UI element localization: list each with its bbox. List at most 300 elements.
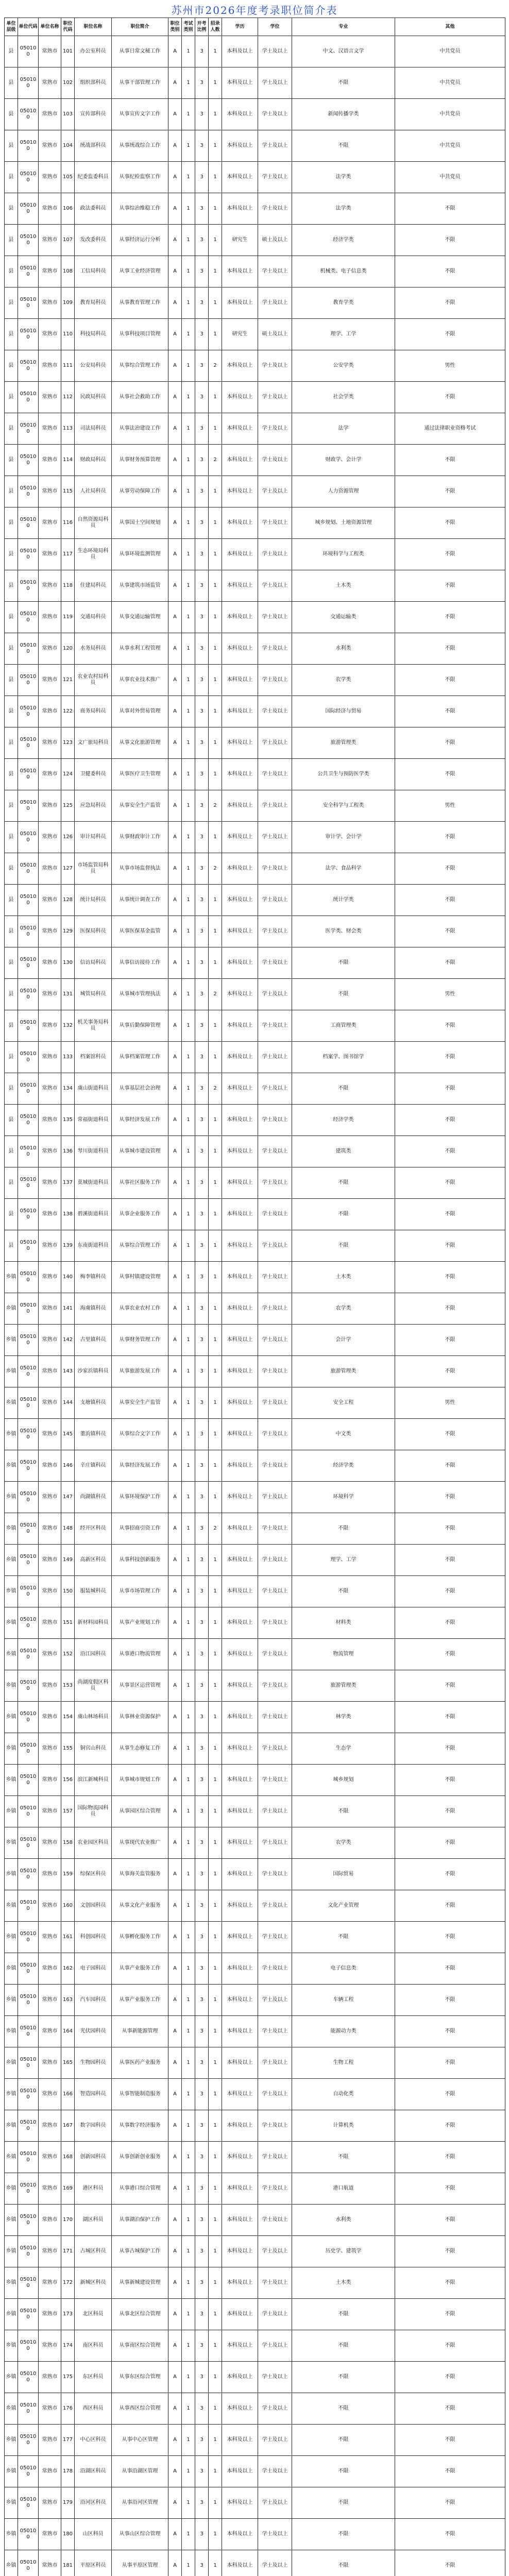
table-row — [5, 916, 505, 947]
table-cell: 碧溪街道科员 — [75, 1199, 112, 1230]
table-cell: 常熟市 — [39, 1985, 61, 2016]
header-cell: 开考比例 — [195, 18, 209, 36]
table-cell: 050100 — [18, 759, 39, 790]
table-cell: A — [168, 287, 182, 319]
table-cell: 1 — [182, 2425, 195, 2456]
table-cell: 不限 — [395, 1230, 505, 1262]
table-cell: 社会学类 — [292, 382, 395, 413]
table-cell: 1 — [182, 507, 195, 539]
table-cell: A — [168, 1042, 182, 1073]
table-cell: 050100 — [18, 1073, 39, 1105]
table-cell: 1 — [209, 1105, 222, 1136]
table-cell: 050100 — [18, 2142, 39, 2173]
table-cell: A — [168, 2142, 182, 2173]
table-cell: 3 — [195, 287, 209, 319]
table-cell: 常熟市 — [39, 2550, 61, 2576]
table-cell: 170 — [61, 2205, 75, 2236]
table-cell: 常熟市 — [39, 162, 61, 193]
table-cell: 从事北区综合管理 — [112, 2299, 168, 2330]
table-cell: 1 — [209, 2550, 222, 2576]
table-cell: 本科及以上 — [222, 696, 258, 727]
table-cell: 常熟市 — [39, 1859, 61, 1890]
table-cell: 学士及以上 — [258, 570, 292, 602]
table-cell: 学士及以上 — [258, 1105, 292, 1136]
table-row — [5, 665, 505, 696]
table-cell: 从事山区综合管理 — [112, 2519, 168, 2550]
table-cell: 不限 — [395, 2487, 505, 2519]
table-row — [5, 2205, 505, 2236]
table-cell: 沿江园科员 — [75, 1639, 112, 1670]
table-cell: 常熟市 — [39, 885, 61, 916]
table-row — [5, 36, 505, 67]
table-cell: 172 — [61, 2267, 75, 2299]
table-cell: 从事环境监测管理 — [112, 539, 168, 570]
table-cell: 104 — [61, 130, 75, 162]
table-cell: 乡镇 — [5, 2519, 18, 2550]
table-cell: 1 — [182, 2330, 195, 2362]
table-cell: 乡镇 — [5, 2299, 18, 2330]
table-cell: 3 — [195, 1136, 209, 1167]
table-cell: A — [168, 1702, 182, 1733]
table-cell: 3 — [195, 727, 209, 759]
table-cell: A — [168, 570, 182, 602]
table-cell: 市场监管局科员 — [75, 853, 112, 885]
table-cell: 不限 — [395, 2236, 505, 2267]
table-row — [5, 822, 505, 853]
table-cell: 不限 — [395, 665, 505, 696]
table-cell: 050100 — [18, 2110, 39, 2142]
table-cell: A — [168, 2173, 182, 2205]
table-cell: 111 — [61, 350, 75, 382]
table-cell: 1 — [182, 2487, 195, 2519]
table-cell: 3 — [195, 413, 209, 445]
table-cell: 本科及以上 — [222, 2299, 258, 2330]
table-cell: 050100 — [18, 1387, 39, 1419]
table-cell: 不限 — [292, 1073, 395, 1105]
table-cell: 机关事务局科员 — [75, 1010, 112, 1042]
table-cell: A — [168, 2330, 182, 2362]
table-cell: 1 — [209, 36, 222, 67]
table-cell: 050100 — [18, 1765, 39, 1796]
table-cell: 县 — [5, 822, 18, 853]
table-cell: 宣传部科员 — [75, 99, 112, 130]
table-cell: 交通运输类 — [292, 602, 395, 633]
table-cell: 生态环境局科员 — [75, 539, 112, 570]
table-cell: 050100 — [18, 507, 39, 539]
table-cell: 3 — [195, 1953, 209, 1985]
table-cell: 1 — [209, 256, 222, 287]
table-cell: 常熟市 — [39, 1576, 61, 1607]
table-cell: 本科及以上 — [222, 2456, 258, 2487]
table-cell: 从事后勤保障管理 — [112, 1010, 168, 1042]
table-cell: 1 — [209, 1922, 222, 1953]
table-cell: 1 — [182, 1073, 195, 1105]
table-cell: 港区科员 — [75, 2173, 112, 2205]
table-cell: 县 — [5, 665, 18, 696]
table-cell: A — [168, 1262, 182, 1293]
table-cell: A — [168, 1796, 182, 1827]
table-cell: 3 — [195, 99, 209, 130]
table-cell: 154 — [61, 1702, 75, 1733]
table-cell: 1 — [182, 1545, 195, 1576]
table-cell: 学士及以上 — [258, 67, 292, 99]
table-cell: 学士及以上 — [258, 256, 292, 287]
table-cell: 050100 — [18, 947, 39, 979]
table-cell: 学士及以上 — [258, 885, 292, 916]
table-cell: 学士及以上 — [258, 1010, 292, 1042]
table-cell: 2 — [209, 790, 222, 822]
table-cell: 146 — [61, 1450, 75, 1482]
table-cell: 乡镇 — [5, 2142, 18, 2173]
table-cell: 从事劳动保障工作 — [112, 476, 168, 507]
table-cell: 050100 — [18, 633, 39, 665]
table-cell: 文化产业管理 — [292, 1890, 395, 1922]
table-cell: 不限 — [395, 2142, 505, 2173]
table-cell: 1 — [182, 1136, 195, 1167]
table-cell: 卫健委科员 — [75, 759, 112, 790]
table-cell: 本科及以上 — [222, 2142, 258, 2173]
table-cell: 乡镇 — [5, 1890, 18, 1922]
table-cell: A — [168, 1733, 182, 1765]
table-cell: 1 — [209, 2330, 222, 2362]
table-cell: 不限 — [292, 1513, 395, 1545]
table-cell: A — [168, 2425, 182, 2456]
table-cell: 1 — [182, 2550, 195, 2576]
table-cell: 不限 — [395, 1545, 505, 1576]
table-cell: 105 — [61, 162, 75, 193]
table-cell: 145 — [61, 1419, 75, 1450]
table-cell: 050100 — [18, 2330, 39, 2362]
table-cell: 174 — [61, 2330, 75, 2362]
table-cell: 3 — [195, 1985, 209, 2016]
table-cell: 3 — [195, 1482, 209, 1513]
table-cell: 050100 — [18, 2487, 39, 2519]
table-cell: 本科及以上 — [222, 885, 258, 916]
table-cell: A — [168, 1230, 182, 1262]
table-cell: 学士及以上 — [258, 507, 292, 539]
table-cell: 汽车园科员 — [75, 1985, 112, 2016]
table-cell: 硕士及以上 — [258, 319, 292, 350]
table-cell: 152 — [61, 1639, 75, 1670]
table-cell: 1 — [209, 1419, 222, 1450]
table-cell: 3 — [195, 696, 209, 727]
table-cell: 1 — [209, 2236, 222, 2267]
table-cell: 050100 — [18, 225, 39, 256]
table-cell: 古里镇科员 — [75, 1325, 112, 1356]
table-cell: 学士及以上 — [258, 99, 292, 130]
table-cell: 124 — [61, 759, 75, 790]
table-cell: 不限 — [395, 759, 505, 790]
table-cell: 学士及以上 — [258, 696, 292, 727]
table-cell: 3 — [195, 1576, 209, 1607]
table-cell: 学士及以上 — [258, 1136, 292, 1167]
table-cell: A — [168, 1105, 182, 1136]
table-cell: 1 — [182, 1325, 195, 1356]
table-cell: 不限 — [395, 1953, 505, 1985]
table-cell: 135 — [61, 1105, 75, 1136]
table-cell: 1 — [182, 2456, 195, 2487]
table-cell: 学士及以上 — [258, 162, 292, 193]
table-cell: 机械类、电子信息类 — [292, 256, 395, 287]
table-cell: 不限 — [395, 1419, 505, 1450]
table-cell: 不限 — [395, 319, 505, 350]
table-cell: 050100 — [18, 1105, 39, 1136]
job-table — [4, 18, 505, 2576]
table-cell: 城乡规划、土地资源管理 — [292, 507, 395, 539]
table-cell: 不限 — [395, 1105, 505, 1136]
table-cell: 从事村镇建设管理 — [112, 1262, 168, 1293]
table-cell: 学士及以上 — [258, 1890, 292, 1922]
table-cell: 常熟市 — [39, 2519, 61, 2550]
table-cell: 本科及以上 — [222, 979, 258, 1010]
table-cell: 050100 — [18, 1262, 39, 1293]
table-cell: A — [168, 67, 182, 99]
table-cell: 从事沿湖区管理 — [112, 2456, 168, 2487]
table-cell: 从事中心区管理 — [112, 2425, 168, 2456]
table-row — [5, 350, 505, 382]
table-cell: 3 — [195, 2205, 209, 2236]
table-cell: A — [168, 2362, 182, 2393]
table-cell: 3 — [195, 1639, 209, 1670]
table-cell: 乡镇 — [5, 2110, 18, 2142]
table-cell: A — [168, 1325, 182, 1356]
table-cell: 本科及以上 — [222, 1607, 258, 1639]
table-cell: 服装城科员 — [75, 1576, 112, 1607]
table-cell: 1 — [182, 2110, 195, 2142]
table-cell: 050100 — [18, 1827, 39, 1859]
table-cell: 从事科技创新服务 — [112, 1545, 168, 1576]
table-cell: 不限 — [395, 2079, 505, 2110]
table-row — [5, 1827, 505, 1859]
table-cell: 不限 — [395, 539, 505, 570]
table-cell: 不限 — [395, 2330, 505, 2362]
table-cell: 乡镇 — [5, 1922, 18, 1953]
table-cell: 常熟市 — [39, 1010, 61, 1042]
table-cell: 从事法治建设工作 — [112, 413, 168, 445]
table-cell: 常熟市 — [39, 507, 61, 539]
table-cell: 不限 — [395, 1482, 505, 1513]
table-cell: 050100 — [18, 1576, 39, 1607]
table-row — [5, 2425, 505, 2456]
table-cell: 常熟市 — [39, 790, 61, 822]
table-cell: 学士及以上 — [258, 1765, 292, 1796]
table-cell: 1 — [182, 2236, 195, 2267]
table-cell: 从事农业技术推广 — [112, 665, 168, 696]
table-cell: 3 — [195, 2487, 209, 2519]
header-cell: 单位层级 — [5, 18, 18, 36]
table-cell: A — [168, 1356, 182, 1387]
table-cell: 常熟市 — [39, 1325, 61, 1356]
table-row — [5, 1230, 505, 1262]
table-cell: 东区科员 — [75, 2362, 112, 2393]
table-cell: 常熟市 — [39, 99, 61, 130]
table-cell: A — [168, 507, 182, 539]
table-cell: A — [168, 2299, 182, 2330]
table-cell: 106 — [61, 193, 75, 225]
table-cell: 政法委科员 — [75, 193, 112, 225]
table-cell: 不限 — [292, 2456, 395, 2487]
table-cell: 科技局科员 — [75, 319, 112, 350]
table-cell: 乡镇 — [5, 1262, 18, 1293]
table-cell: 本科及以上 — [222, 1293, 258, 1325]
table-cell: 从事招商引资工作 — [112, 1513, 168, 1545]
table-cell: 从事综治维稳工作 — [112, 193, 168, 225]
table-cell: 法学 — [292, 413, 395, 445]
table-cell: 本科及以上 — [222, 2487, 258, 2519]
table-cell: 县 — [5, 1010, 18, 1042]
table-cell: 本科及以上 — [222, 350, 258, 382]
table-cell: A — [168, 979, 182, 1010]
table-cell: 从事沿河区管理 — [112, 2487, 168, 2519]
table-cell: 从事南区综合管理 — [112, 2330, 168, 2362]
table-cell: 不限 — [395, 1356, 505, 1387]
table-cell: 108 — [61, 256, 75, 287]
table-cell: 董浜镇科员 — [75, 1419, 112, 1450]
table-cell: 男性 — [395, 350, 505, 382]
table-cell: 学士及以上 — [258, 130, 292, 162]
table-cell: 050100 — [18, 1325, 39, 1356]
table-cell: 国际经济与贸易 — [292, 696, 395, 727]
table-cell: A — [168, 1765, 182, 1796]
table-cell: 168 — [61, 2142, 75, 2173]
table-cell: 从事产业服务工作 — [112, 1985, 168, 2016]
table-cell: 从事社会救助工作 — [112, 382, 168, 413]
table-cell: 050100 — [18, 853, 39, 885]
table-cell: 050100 — [18, 1042, 39, 1073]
table-cell: 3 — [195, 36, 209, 67]
table-cell: 学士及以上 — [258, 790, 292, 822]
table-cell: 050100 — [18, 413, 39, 445]
table-cell: 县 — [5, 476, 18, 507]
table-row — [5, 1765, 505, 1796]
table-cell: 学士及以上 — [258, 1419, 292, 1450]
table-cell: A — [168, 1827, 182, 1859]
table-cell: 3 — [195, 507, 209, 539]
table-cell: 不限 — [395, 1985, 505, 2016]
table-cell: 常熟市 — [39, 2267, 61, 2299]
table-cell: 车辆工程 — [292, 1985, 395, 2016]
table-cell: 050100 — [18, 256, 39, 287]
table-cell: 乡镇 — [5, 1356, 18, 1387]
table-cell: 1 — [182, 602, 195, 633]
table-row — [5, 1450, 505, 1482]
table-row — [5, 1985, 505, 2016]
table-cell: 不限 — [292, 130, 395, 162]
table-cell: 乡镇 — [5, 2173, 18, 2205]
table-cell: 1 — [182, 1262, 195, 1293]
table-cell: 151 — [61, 1607, 75, 1639]
table-row — [5, 1387, 505, 1419]
table-row — [5, 1922, 505, 1953]
table-cell: 环境科学 — [292, 1482, 395, 1513]
table-cell: 1 — [182, 2173, 195, 2205]
table-cell: 乡镇 — [5, 2550, 18, 2576]
table-cell: 不限 — [292, 1199, 395, 1230]
table-cell: 从事基层社会治理 — [112, 1073, 168, 1105]
table-cell: 学士及以上 — [258, 1167, 292, 1199]
table-cell: 3 — [195, 1890, 209, 1922]
table-cell: 不限 — [292, 2330, 395, 2362]
table-cell: 常福街道科员 — [75, 1105, 112, 1136]
table-cell: 1 — [182, 382, 195, 413]
table-cell: 从事数字经济服务 — [112, 2110, 168, 2142]
table-cell: 本科及以上 — [222, 1576, 258, 1607]
table-cell: 1 — [209, 319, 222, 350]
table-cell: 男性 — [395, 790, 505, 822]
table-cell: 3 — [195, 350, 209, 382]
table-cell: 本科及以上 — [222, 445, 258, 476]
table-cell: A — [168, 1890, 182, 1922]
table-cell: 从事社区服务工作 — [112, 1167, 168, 1199]
table-row — [5, 570, 505, 602]
table-row — [5, 727, 505, 759]
table-cell: 常熟市 — [39, 413, 61, 445]
table-cell: 1 — [209, 1010, 222, 1042]
table-cell: 公共卫生与预防医学类 — [292, 759, 395, 790]
table-cell: 司法局科员 — [75, 413, 112, 445]
table-cell: A — [168, 1293, 182, 1325]
table-cell: 常熟市 — [39, 1230, 61, 1262]
table-cell: A — [168, 1985, 182, 2016]
table-cell: 常熟市 — [39, 1890, 61, 1922]
table-cell: 1 — [209, 1482, 222, 1513]
table-cell: 142 — [61, 1325, 75, 1356]
table-cell: 1 — [209, 1985, 222, 2016]
table-cell: 3 — [195, 1073, 209, 1105]
table-cell: 3 — [195, 2362, 209, 2393]
table-cell: 铜官山科员 — [75, 1733, 112, 1765]
table-cell: 虞山林场科员 — [75, 1702, 112, 1733]
table-cell: 1 — [182, 1293, 195, 1325]
table-cell: 181 — [61, 2550, 75, 2576]
table-cell: 3 — [195, 822, 209, 853]
table-cell: 本科及以上 — [222, 1167, 258, 1199]
table-cell: 3 — [195, 1702, 209, 1733]
table-cell: 1 — [209, 67, 222, 99]
table-cell: 学士及以上 — [258, 1482, 292, 1513]
table-cell: A — [168, 2047, 182, 2079]
table-cell: 常熟市 — [39, 1953, 61, 1985]
table-row — [5, 1073, 505, 1105]
table-cell: A — [168, 1136, 182, 1167]
table-cell: A — [168, 350, 182, 382]
table-row — [5, 790, 505, 822]
table-cell: 050100 — [18, 1733, 39, 1765]
table-cell: 科创园科员 — [75, 1922, 112, 1953]
table-row — [5, 1733, 505, 1765]
table-cell: 不限 — [395, 1136, 505, 1167]
table-cell: 123 — [61, 727, 75, 759]
table-cell: 131 — [61, 979, 75, 1010]
table-cell: 北区科员 — [75, 2299, 112, 2330]
table-cell: 安全科学与工程类 — [292, 790, 395, 822]
table-cell: 学士及以上 — [258, 413, 292, 445]
table-cell: 乡镇 — [5, 2456, 18, 2487]
table-cell: 学士及以上 — [258, 979, 292, 1010]
table-cell: 不限 — [395, 2519, 505, 2550]
table-cell: 常熟市 — [39, 633, 61, 665]
table-cell: 本科及以上 — [222, 2236, 258, 2267]
table-cell: 常熟市 — [39, 445, 61, 476]
table-cell: 从事林业资源保护 — [112, 1702, 168, 1733]
table-cell: A — [168, 947, 182, 979]
table-cell: A — [168, 2456, 182, 2487]
table-cell: 从事对外贸易管理 — [112, 696, 168, 727]
table-cell: 常熟市 — [39, 1922, 61, 1953]
table-cell: 050100 — [18, 2047, 39, 2079]
table-cell: 3 — [195, 1199, 209, 1230]
table-cell: 1 — [182, 1702, 195, 1733]
